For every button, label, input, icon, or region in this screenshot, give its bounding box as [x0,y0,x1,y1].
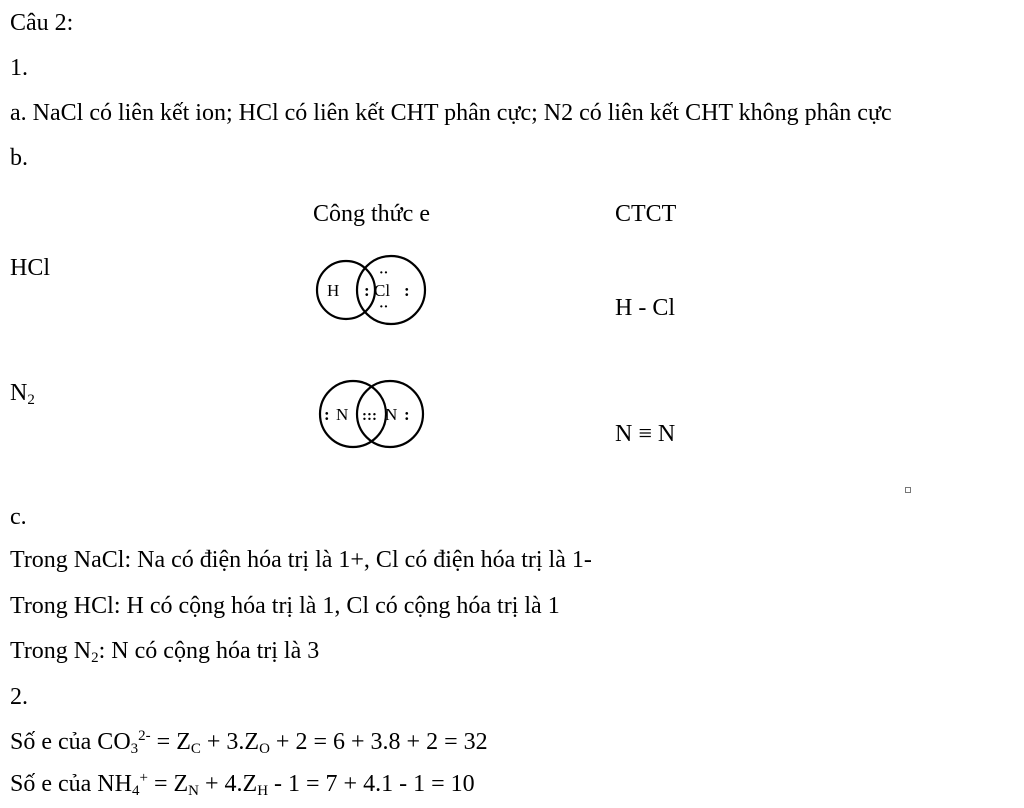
part1-c-line3: Trong $N_2$: N có cộng hóa trị là 3 [10,638,320,666]
hcl-lewis-diagram [312,250,432,330]
hcl-shared-pair: : [364,281,370,300]
hcl-atom-cl: Cl [374,281,391,300]
n2-lone-pair-left: : [324,405,330,424]
electron-formula-header: Công thức e [313,201,430,227]
question-title: Câu 2: [10,10,74,36]
n2-atom-left: N [336,405,349,424]
hcl-lone-pair-right: : [404,281,410,300]
molecule-n2-label [10,380,35,408]
hcl-lone-pair-bottom: ·· [379,300,389,315]
part1-c-line1: Trong NaCl: Na có điện hóa trị là 1+, Cl có điện hóa trị là 1- [10,547,592,573]
hcl-atom-h: H [327,281,340,300]
selection-handle[interactable] [905,487,911,493]
part2-number: 2. [10,684,28,710]
part1-b-label: b. [10,145,28,171]
n2-structural-formula: N ≡ N [615,421,676,447]
n2-lone-pair-right: : [404,405,410,424]
part2-line2-nh4: Số e của $NH_4^+ = Z_N + 4.Z_H - 1 = 7 + 4.1 - 1 = 10$ [10,770,475,799]
molecule-n2-subscript: 2 [27,392,35,408]
hcl-structural-formula: H - Cl [615,295,675,321]
structural-formula-header: CTCT [615,201,677,227]
hcl-lone-pair-top: ·· [379,266,389,281]
part1-c-line2: Trong HCl: H có cộng hóa trị là 1, Cl có cộng hóa trị là 1 [10,593,560,619]
n2-atom-right: N [385,405,398,424]
part1-c-label: c. [10,504,27,530]
molecule-hcl-label: HCl [10,255,51,281]
n2-lewis-diagram [312,374,432,454]
n2-shared-triple: ::: [362,408,377,424]
part1-a-text: a. NaCl có liên kết ion; HCl có liên kết CHT phân cực; N2 có liên kết CHT không phân cực [10,100,892,126]
part1-number: 1. [10,55,28,81]
part2-line1-co3: Số e của $CO_3^{2-} = Z_C + 3.Z_O + 2 = 6 + 3.8 + 2 = 32$ [10,728,488,757]
molecule-n2-base: N [10,380,28,406]
